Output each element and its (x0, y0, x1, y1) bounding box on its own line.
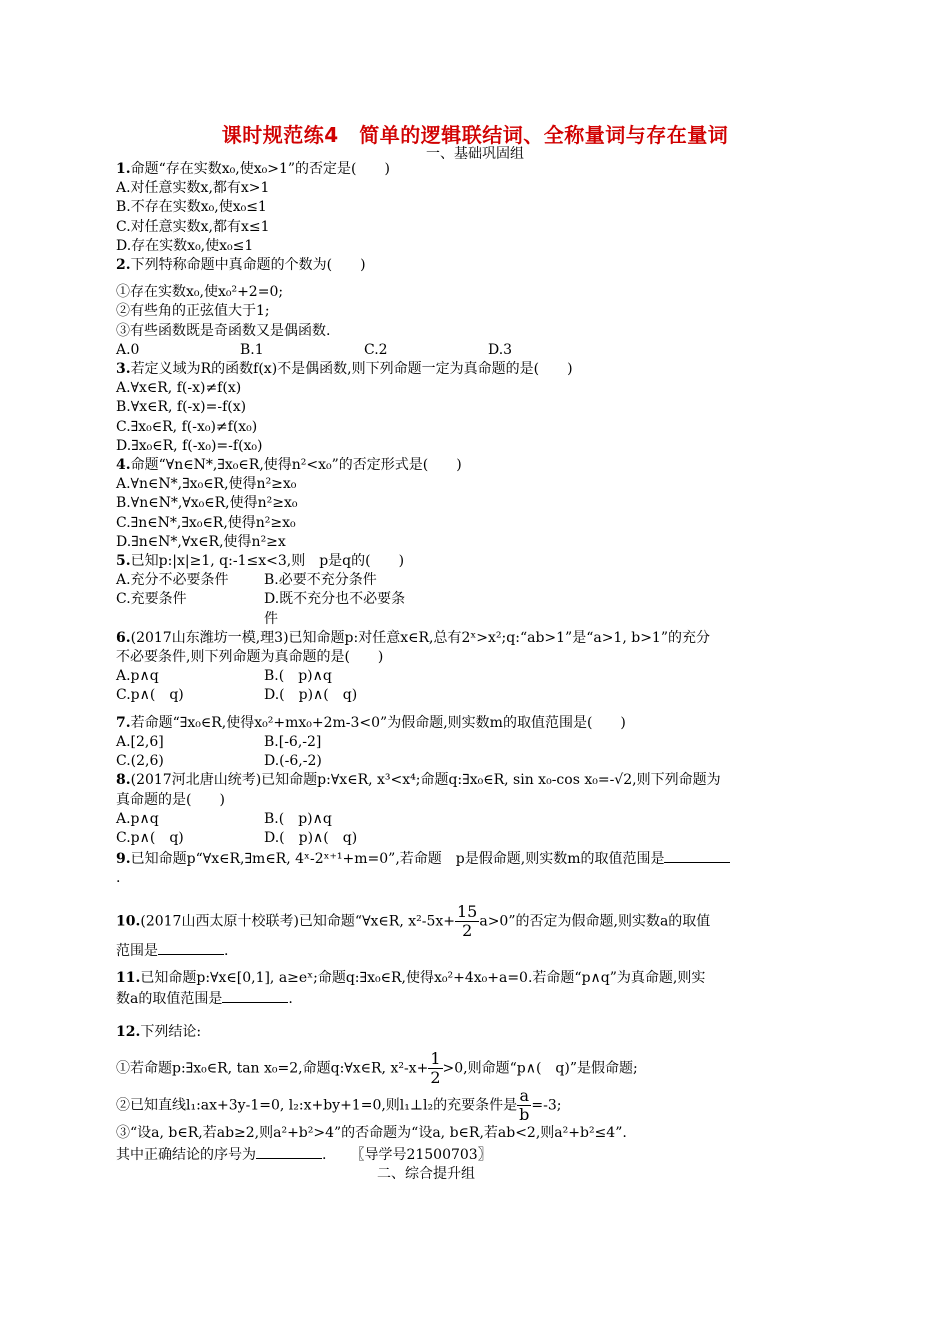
option-b: B.∀n∈N*,∀x₀∈R,使得n²≥x₀ (116, 495, 298, 512)
question-stem-b: a>0”的否定为假命题,则实数a的取值 (479, 913, 711, 930)
question-stem-continued: 数a的取值范围是 . (116, 988, 836, 1009)
statement-2: ②已知直线l₁:ax+3y-1=0, l₂:x+by+1=0,则l₁⊥l₂的充要条件是 $\frac{a}{b}$ =-3; (116, 1086, 562, 1125)
option-d: D.( p)∧( q) (264, 687, 358, 704)
conclusion-line: 其中正确结论的序号为 . 〖导学号21500703〗 (116, 1144, 836, 1165)
statement-1: ①若命题p:∃x₀∈R, tan x₀=2,命题q:∀x∈R, x²-x+ $\frac{1}{2}$ >0,则命题“p∧( q)”是假命题; (116, 1049, 638, 1088)
question-stem: 已知p:|x|≥1, q:-1≤x<3,则 p是q的( ) (130, 553, 405, 570)
question-2: 2.下列特称命题中真命题的个数为( ) (116, 257, 366, 274)
option-c: C.(2,6) (116, 753, 164, 770)
question-stem: 下列结论: (140, 1024, 202, 1041)
answer-blank[interactable] (256, 1144, 322, 1159)
question-stem: 命题“存在实数x₀,使x₀>1”的否定是( ) (130, 161, 390, 177)
question-stem: 下列特称命题中真命题的个数为( ) (130, 257, 366, 274)
option-c: C.∃x₀∈R, f(-x₀)≠f(x₀) (116, 418, 258, 435)
question-8: 8.(2017河北唐山统考)已知命题p:∀x∈R, x³<x⁴;命题q:∃x₀∈R, sin x₀-cos x₀=-√2,则下列命题为 (116, 772, 721, 789)
options-row (116, 686, 836, 705)
question-10: 10.(2017山西太原十校联考)已知命题“∀x∈R, x²-5x+ $\frac{15}{2}$ a>0”的否定为假命题,则实数a的取值 (116, 901, 711, 940)
option-a: A.[2,6] (116, 733, 164, 750)
option-d: D.(-6,-2) (264, 753, 322, 770)
option-d: D.∃x₀∈R, f(-x₀)=-f(x₀) (116, 437, 263, 454)
options-row (116, 590, 836, 628)
fraction: $\frac{a}{b}$ (519, 1086, 530, 1125)
question-5: 5.已知p:|x|≥1, q:-1≤x<3,则 p是q的( ) (116, 553, 405, 570)
fraction: $\frac{1}{2}$ (430, 1049, 441, 1088)
question-stem: 若命题“∃x₀∈R,使得x₀²+mx₀+2m-3<0”为假命题,则实数m的取值范围是( ) (130, 714, 626, 731)
question-1: 1.命题“存在实数x₀,使x₀>1”的否定是( ) (116, 161, 390, 177)
statement-3: ③“设a, b∈R,若ab≥2,则a²+b²>4”的否命题为“设a, b∈R,若ab<2,则a²+b²≤4”. (116, 1125, 627, 1142)
option-d: D.3 (488, 341, 513, 358)
answer-blank[interactable] (664, 848, 730, 863)
question-7: 7.若命题“∃x₀∈R,使得x₀²+mx₀+2m-3<0”为假命题,则实数m的取值范围是( ) (116, 714, 626, 731)
question-4: 4.命题“∀n∈N*,∃x₀∈R,使得n²<x₀”的否定形式是( ) (116, 457, 462, 474)
statement-2: ②有些角的正弦值大于1; (116, 303, 270, 320)
option-b: B.( p)∧q (264, 668, 332, 685)
question-12: 12.下列结论: (116, 1024, 202, 1041)
question-stem: 若定义域为R的函数f(x)不是偶函数,则下列命题一定为真命题的是( ) (130, 361, 573, 378)
section-heading-comprehensive: 二、综合提升组 (377, 1165, 475, 1182)
section-heading-basic: 一、基础巩固组 (426, 146, 524, 162)
question-3: 3.若定义域为R的函数f(x)不是偶函数,则下列命题一定为真命题的是( ) (116, 361, 573, 378)
statement-1: ①存在实数x₀,使x₀²+2=0; (116, 284, 284, 301)
options-row (116, 829, 836, 848)
option-a: A.0 (116, 341, 140, 358)
question-stem: 已知命题p“∀x∈R,∃m∈R, 4ˣ-2ˣ⁺¹+m=0”,若命题 p是假命题,则实数m的取值范围是 (130, 851, 665, 868)
option-d: D.∃n∈N*,∀x∈R,使得n²≥x (116, 533, 286, 550)
option-a: A.充分不必要条件 (116, 572, 229, 589)
options-row (116, 752, 836, 771)
question-stem: 命题“∀n∈N*,∃x₀∈R,使得n²<x₀”的否定形式是( ) (130, 457, 462, 474)
option-d: D.( p)∧( q) (264, 829, 358, 846)
option-c: C.p∧( q) (116, 687, 184, 704)
option-b: B.[-6,-2] (264, 733, 322, 750)
option-d: D.既不充分也不必要条件 (264, 591, 406, 627)
answer-blank[interactable] (158, 940, 224, 955)
option-c: C.充要条件 (116, 591, 187, 608)
option-b: B.1 (240, 341, 264, 358)
question-stem: 已知命题p:∀x∈[0,1], a≥eˣ;命题q:∃x₀∈R,使得x₀²+4x₀+a=0.若命题“p∧q”为真命题,则实 (140, 969, 706, 986)
options-row (116, 341, 836, 360)
option-b: B.必要不充分条件 (264, 572, 377, 589)
question-list (116, 160, 836, 1184)
option-b: B.( p)∧q (264, 810, 332, 827)
question-stem: (2017河北唐山统考)已知命题p:∀x∈R, x³<x⁴;命题q:∃x₀∈R, sin x₀-cos x₀=-√2,则下列命题为 (130, 772, 721, 789)
option-a: A.p∧q (116, 810, 159, 827)
statement-3: ③有些函数既是奇函数又是偶函数. (116, 322, 331, 339)
option-c: C.2 (364, 341, 388, 358)
fraction: $\frac{15}{2}$ (457, 901, 478, 940)
options-row (116, 667, 836, 686)
question-6: 6.(2017山东潍坊一模,理3)已知命题p:对任意x∈R,总有2ˣ>x²;q:“ab>1”是“a>1, b>1”的充分 (116, 629, 710, 646)
option-c: C.对任意实数x,都有x≤1 (116, 218, 270, 235)
option-a: A.∀n∈N*,∃x₀∈R,使得n²≥x₀ (116, 476, 297, 493)
option-b: B.不存在实数x₀,使x₀≤1 (116, 199, 267, 216)
question-stem: (2017山西太原十校联考)已知命题“∀x∈R, x²-5x+ (140, 913, 455, 930)
answer-blank[interactable] (222, 988, 288, 1003)
options-row (116, 733, 836, 752)
question-stem-continued: 不必要条件,则下列命题为真命题的是( ) (116, 649, 384, 666)
option-b: B.∀x∈R, f(-x)=-f(x) (116, 399, 247, 416)
question-tail: . (116, 870, 121, 887)
page-title: 课时规范练4 简单的逻辑联结词、全称量词与存在量词 (221, 123, 729, 147)
options-row (116, 571, 836, 590)
reference-number: 〖导学号21500703〗 (350, 1146, 492, 1163)
question-11: 11.已知命题p:∀x∈[0,1], a≥eˣ;命题q:∃x₀∈R,使得x₀²+4x₀+a=0.若命题“p∧q”为真命题,则实 (116, 969, 706, 986)
question-9: 9.已知命题p“∀x∈R,∃m∈R, 4ˣ-2ˣ⁺¹+m=0”,若命题 p是假命题,则实数m的取值范围是 (116, 848, 836, 869)
question-stem: (2017山东潍坊一模,理3)已知命题p:对任意x∈R,总有2ˣ>x²;q:“ab>1”是“a>1, b>1”的充分 (130, 629, 710, 646)
option-c: C.∃n∈N*,∃x₀∈R,使得n²≥x₀ (116, 514, 296, 531)
option-c: C.p∧( q) (116, 829, 184, 846)
option-a: A.∀x∈R, f(-x)≠f(x) (116, 380, 242, 397)
option-a: A.对任意实数x,都有x>1 (116, 180, 270, 197)
options-row (116, 810, 836, 829)
option-d: D.存在实数x₀,使x₀≤1 (116, 237, 254, 254)
question-stem-continued: 真命题的是( ) (116, 791, 225, 808)
question-stem-continued: 范围是 . (116, 940, 836, 961)
option-a: A.p∧q (116, 668, 159, 685)
